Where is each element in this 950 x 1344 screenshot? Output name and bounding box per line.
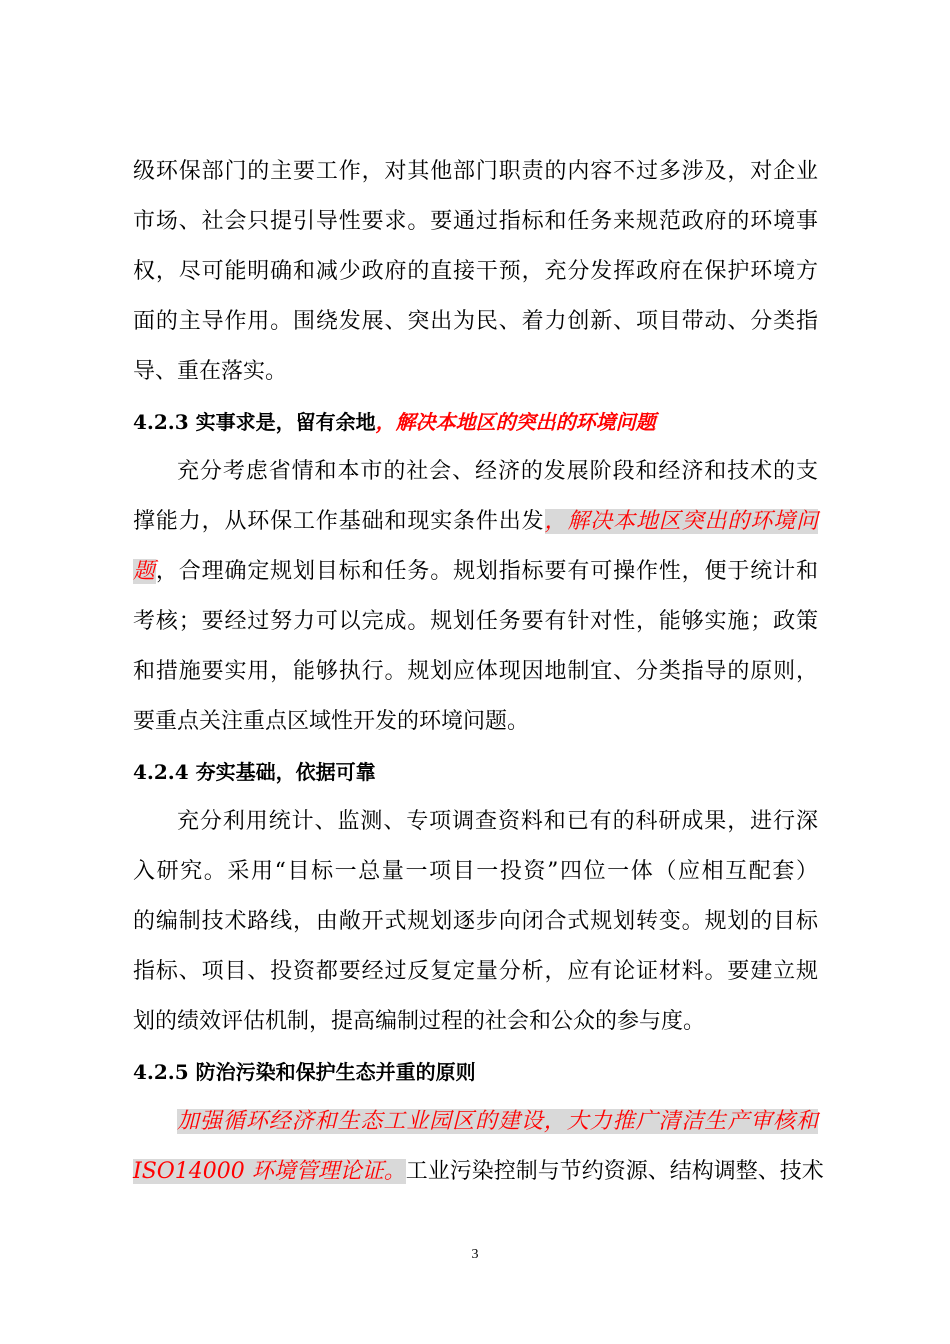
paragraph-line: [133, 1157, 824, 1187]
paragraph-line: 导、重在落实。: [133, 359, 288, 384]
paragraph-line: 要重点关注重点区域性开发的环境问题。: [133, 709, 530, 734]
highlighted-text: 题: [133, 559, 156, 584]
paragraph-line: 划的绩效评估机制，提高编制过程的社会和公众的参与度。: [133, 1009, 706, 1034]
highlighted-text: ISO14000 环境管理论证。: [133, 1159, 406, 1184]
plain-text: 工业污染控制与节约资源、结构调整、技术: [405, 1159, 824, 1184]
section-heading-4-2-4: 4.2.4 夯实基础，依据可靠: [133, 760, 376, 784]
heading-highlight: ，解决本地区的突出的环境问题: [375, 410, 656, 434]
paragraph-line: 充分考虑省情和本市的社会、经济的发展阶段和经济和技术的支: [177, 459, 818, 484]
highlighted-text: ，解决本地区突出的环境问: [544, 509, 818, 534]
paragraph-line: 和措施要实用，能够执行。规划应体现因地制宜、分类指导的原则，: [133, 659, 818, 684]
paragraph-line: 级环保部门的主要工作，对其他部门职责的内容不过多涉及，对企业: [133, 159, 818, 184]
paragraph-line: 权，尽可能明确和减少政府的直接干预，充分发挥政府在保护环境方: [133, 259, 818, 284]
paragraph-line: 的编制技术路线，由敞开式规划逐步向闭合式规划转变。规划的目标: [133, 909, 818, 934]
paragraph-line: [133, 557, 818, 587]
plain-text: ，合理确定规划目标和任务。规划指标要有可操作性，便于统计和: [155, 559, 818, 584]
paragraph-line: 充分利用统计、监测、专项调查资料和已有的科研成果，进行深: [177, 809, 818, 834]
section-heading-4-2-3: [133, 407, 656, 437]
paragraph-line: 指标、项目、投资都要经过反复定量分析，应有论证材料。要建立规: [133, 959, 818, 984]
page-number: 3: [471, 1247, 479, 1262]
paragraph-line: 考核；要经过努力可以完成。规划任务要有针对性，能够实施；政策: [133, 609, 818, 634]
paragraph-line: 市场、社会只提引导性要求。要通过指标和任务来规范政府的环境事: [133, 209, 818, 234]
highlighted-text: 加强循环经济和生态工业园区的建设，大力推广清洁生产审核和: [177, 1109, 818, 1134]
paragraph-line: [177, 1107, 818, 1137]
paragraph-line: [133, 507, 818, 537]
heading-text: 4.2.3 实事求是，留有余地: [133, 410, 376, 434]
paragraph-line: 面的主导作用。围绕发展、突出为民、着力创新、项目带动、分类指: [133, 309, 818, 334]
paragraph-line: 入研究。采用“目标一总量一项目一投资”四位一体（应相互配套）: [133, 859, 818, 884]
plain-text: 撑能力，从环保工作基础和现实条件出发: [133, 509, 545, 534]
section-heading-4-2-5: 4.2.5 防治污染和保护生态并重的原则: [133, 1060, 476, 1084]
